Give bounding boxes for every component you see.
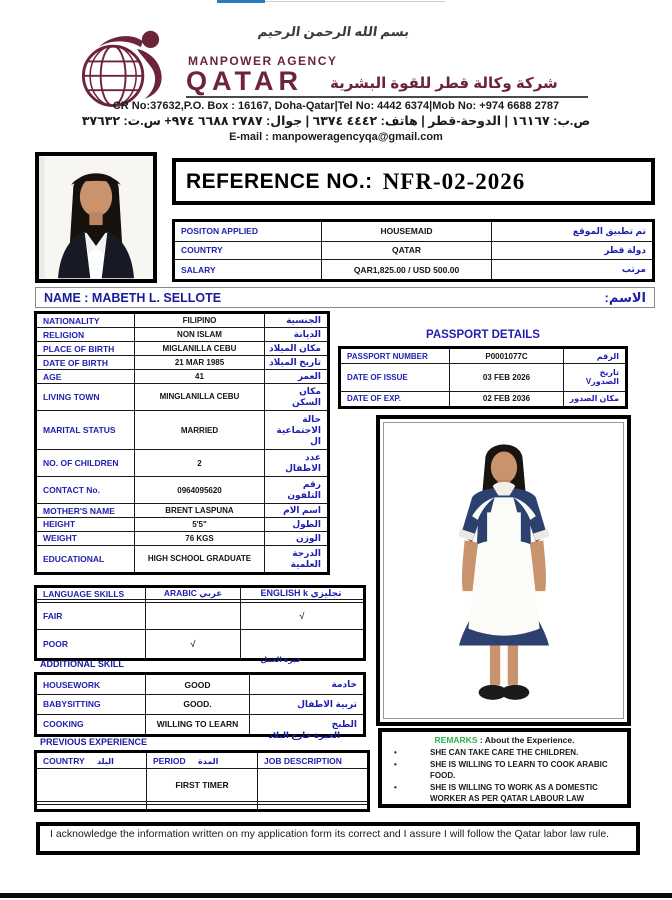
cell-label: DATE OF EXP.	[340, 391, 450, 407]
country-header-ar: البلد	[96, 756, 114, 766]
cell-label: POSITON APPLIED	[174, 221, 322, 242]
cell-label: BABYSITTING	[36, 695, 146, 715]
cell-label: PASSPORT NUMBER	[340, 348, 450, 364]
cell-label: PLACE OF BIRTH	[36, 342, 135, 356]
cell-arabic: مكان الميلاد	[265, 342, 329, 356]
contact-line-arabic: ص.ب: ١٦١٦٧ | الدوحة-قطر | هاتف: ٤٤٤٢ ٦٣٧٤ | جوال: ٢٧٨٧ ٦٦٨٨ ٩٧٤+ س.ت: ٣٧٦٣٢	[81, 114, 591, 128]
cell-label: EDUCATIONAL	[36, 545, 135, 573]
cell-job	[258, 769, 369, 802]
applicant-fullbody-photo	[376, 415, 631, 726]
table-row	[36, 313, 329, 328]
cell-country	[36, 805, 147, 811]
table-row	[36, 769, 369, 802]
cell-value: MINGLANILLA CEBU	[135, 384, 265, 411]
table-row	[36, 674, 365, 695]
table-row	[174, 221, 654, 242]
cell-value: 03 FEB 2026	[450, 364, 564, 392]
cell-value: 2	[135, 450, 265, 477]
period-header-en: PERIOD	[153, 755, 186, 766]
cell-arabic: حالة الاجتماعية ال	[265, 410, 329, 450]
cell-arabic: تاريخ الصدورV	[564, 364, 627, 392]
cell-value: QATAR	[322, 241, 492, 260]
remarks-title-green: REMARKS	[434, 735, 478, 745]
brand-underline	[186, 96, 588, 98]
language-table-bottom-note: خبرة العمل	[260, 655, 302, 664]
name-bar	[35, 287, 655, 308]
table-row	[36, 805, 369, 811]
cell-arabic: الرقم	[564, 348, 627, 364]
remarks-item: • SHE IS WILLING TO LEARN TO COOK ARABIC FOOD.	[430, 759, 623, 782]
top-gray-line	[265, 1, 445, 2]
remarks-box	[378, 728, 631, 808]
table-row	[36, 356, 329, 370]
top-blue-line	[217, 0, 265, 3]
cell-arabic: تربية الاطفال	[250, 695, 365, 715]
previous-experience-title: PREVIOUS EXPERIENCE	[40, 737, 148, 747]
cell-value: NON ISLAM	[135, 328, 265, 342]
table-row	[174, 260, 654, 281]
cell-label: DATE OF BIRTH	[36, 356, 135, 370]
personal-details-table	[34, 311, 330, 575]
language-skills-label: LANGUAGE SKILLS	[36, 587, 146, 600]
applicant-name: NAME : MABETH L. SELLOTE	[44, 290, 222, 305]
cell-value: GOOD	[146, 674, 250, 695]
cell-label: MARITAL STATUS	[36, 410, 135, 450]
additional-skill-title: ADDITIONAL SKILL	[40, 659, 124, 669]
cell-arabic: عدد الاطفال	[265, 450, 329, 477]
cell-value: BRENT LASPUNA	[135, 504, 265, 518]
cell-label: HEIGHT	[36, 517, 135, 531]
cell-value: MIGLANILLA CEBU	[135, 342, 265, 356]
previous-experience-title-arabic: الخبرة خارج البلاد	[268, 730, 340, 740]
bottom-border-bar	[0, 893, 672, 898]
table-row	[36, 328, 329, 342]
cell-arabic: دولة قطر	[492, 241, 654, 260]
cell-value: QAR1,825.00 / USD 500.00	[322, 260, 492, 281]
cell-value: 0964095620	[135, 477, 265, 504]
applicant-headshot-photo	[35, 152, 157, 283]
cell-arabic: مكان السكن	[265, 384, 329, 411]
contact-line: CR No:37632,P.O. Box : 16167, Doha-Qatar|Tel No: 4442 6374|Mob No: +974 6688 2787	[112, 100, 560, 112]
cell-period	[147, 805, 258, 811]
cell-value: 76 KGS	[135, 531, 265, 545]
cell-value: 21 MAR 1985	[135, 356, 265, 370]
reference-box	[172, 158, 655, 205]
cell-value: P0001077C	[450, 348, 564, 364]
cell-label: COUNTRY	[174, 241, 322, 260]
previous-experience-table	[34, 750, 370, 812]
cell-arabic: خادمة	[250, 674, 365, 695]
cell-value: HIGH SCHOOL GRADUATE	[135, 545, 265, 573]
cell-label: CONTACT No.	[36, 477, 135, 504]
acknowledgment-box: I acknowledge the information written on my application form its correct and I assure I will follow the Qatar labor law rule.	[36, 822, 640, 855]
cell-arabic: الطبخ	[250, 714, 365, 735]
remarks-title-suffix: : About the Experience.	[477, 735, 575, 745]
english-column-header: ENGLISH k تجليزي	[241, 587, 365, 600]
cell-period: FIRST TIMER	[147, 769, 258, 802]
country-header-en: COUNTRY	[43, 755, 85, 766]
language-header-row	[36, 587, 365, 600]
cell-label: WEIGHT	[36, 531, 135, 545]
cell-label: HOUSEWORK	[36, 674, 146, 695]
cell-arabic: اسم الام	[265, 504, 329, 518]
period-header	[147, 752, 258, 769]
table-row	[36, 384, 329, 411]
table-row	[36, 342, 329, 356]
cell-english: √	[241, 602, 365, 630]
reference-number: NFR-02-2026	[382, 168, 526, 194]
cell-arabic: مرتب	[492, 260, 654, 281]
table-row	[36, 504, 329, 518]
country-header	[36, 752, 147, 769]
cell-label: NATIONALITY	[36, 313, 135, 328]
cell-label: COOKING	[36, 714, 146, 735]
cell-arabic: الدرجة العلمية	[265, 545, 329, 573]
cell-value: HOUSEMAID	[322, 221, 492, 242]
cell-value: 02 FEB 2036	[450, 391, 564, 407]
cell-arabic: الجنسية	[265, 313, 329, 328]
job-description-header: JOB DESCRIPTION	[258, 752, 369, 769]
agency-name: MANPOWER AGENCY	[188, 54, 338, 68]
cell-value: 41	[135, 370, 265, 384]
table-row	[36, 450, 329, 477]
cell-label: MOTHER'S NAME	[36, 504, 135, 518]
table-row	[340, 391, 627, 407]
cell-value: 5'5"	[135, 517, 265, 531]
reference-label: REFERENCE NO.:	[186, 169, 373, 193]
table-row	[36, 602, 365, 630]
table-row	[36, 477, 329, 504]
table-row	[36, 517, 329, 531]
table-row	[36, 370, 329, 384]
additional-skill-table	[34, 672, 366, 737]
cell-arabic: الطول	[265, 517, 329, 531]
cell-value: WILLING TO LEARN	[146, 714, 250, 735]
cell-value: MARRIED	[135, 410, 265, 450]
passport-table	[338, 346, 628, 409]
table-row	[36, 410, 329, 450]
remarks-title	[386, 735, 623, 745]
remarks-list	[386, 747, 623, 805]
cell-label: RELIGION	[36, 328, 135, 342]
period-header-ar: المدة	[197, 756, 219, 766]
cell-value: GOOD.	[146, 695, 250, 715]
passport-details-title: PASSPORT DETAILS	[426, 329, 540, 341]
cell-label: FAIR	[36, 602, 146, 630]
cell-arabic: الديانة	[265, 328, 329, 342]
agency-name-arabic: شركة وكالة قطر للقوة البشرية	[330, 75, 558, 92]
cell-arabic	[146, 602, 241, 630]
cell-label: NO. OF CHILDREN	[36, 450, 135, 477]
cell-arabic: تم تطبيق الموقع	[492, 221, 654, 242]
email-line: E-mail : manpoweragencyqa@gmail.com	[229, 131, 443, 143]
cell-label: DATE OF ISSUE	[340, 364, 450, 392]
bismillah-calligraphy: بسم الله الرحمن الرحيم	[257, 24, 411, 39]
experience-header-row	[36, 752, 369, 769]
cell-arabic: العمر	[265, 370, 329, 384]
cell-job	[258, 805, 369, 811]
cell-value: FILIPINO	[135, 313, 265, 328]
cell-country	[36, 769, 147, 802]
table-row	[36, 695, 365, 715]
cell-arabic: الوزن	[265, 531, 329, 545]
cell-label: LIVING TOWN	[36, 384, 135, 411]
arabic-column-header: ARABIC عربي	[146, 587, 241, 600]
table-row	[36, 531, 329, 545]
remarks-item: • SHE CAN TAKE CARE THE CHILDREN.	[430, 747, 623, 759]
cell-arabic: √	[146, 630, 241, 660]
cell-label: AGE	[36, 370, 135, 384]
cell-arabic: رقم التلفون	[265, 477, 329, 504]
position-table	[172, 219, 655, 282]
table-row	[174, 241, 654, 260]
agency-logo-icon	[70, 26, 185, 106]
agency-name-qatar: QATAR	[186, 66, 303, 96]
cell-arabic: تاريخ الميلاد	[265, 356, 329, 370]
cell-arabic: مكان الصدور	[564, 391, 627, 407]
table-row	[340, 364, 627, 392]
cell-label: POOR	[36, 630, 146, 660]
table-row	[36, 545, 329, 573]
cell-label: SALARY	[174, 260, 322, 281]
name-label-arabic: الاسم:	[604, 289, 646, 305]
remarks-item: • SHE IS WILLING TO WORK AS A DOMESTIC WORKER AS PER QATAR LABOUR LAW	[430, 782, 623, 805]
table-row	[340, 348, 627, 364]
